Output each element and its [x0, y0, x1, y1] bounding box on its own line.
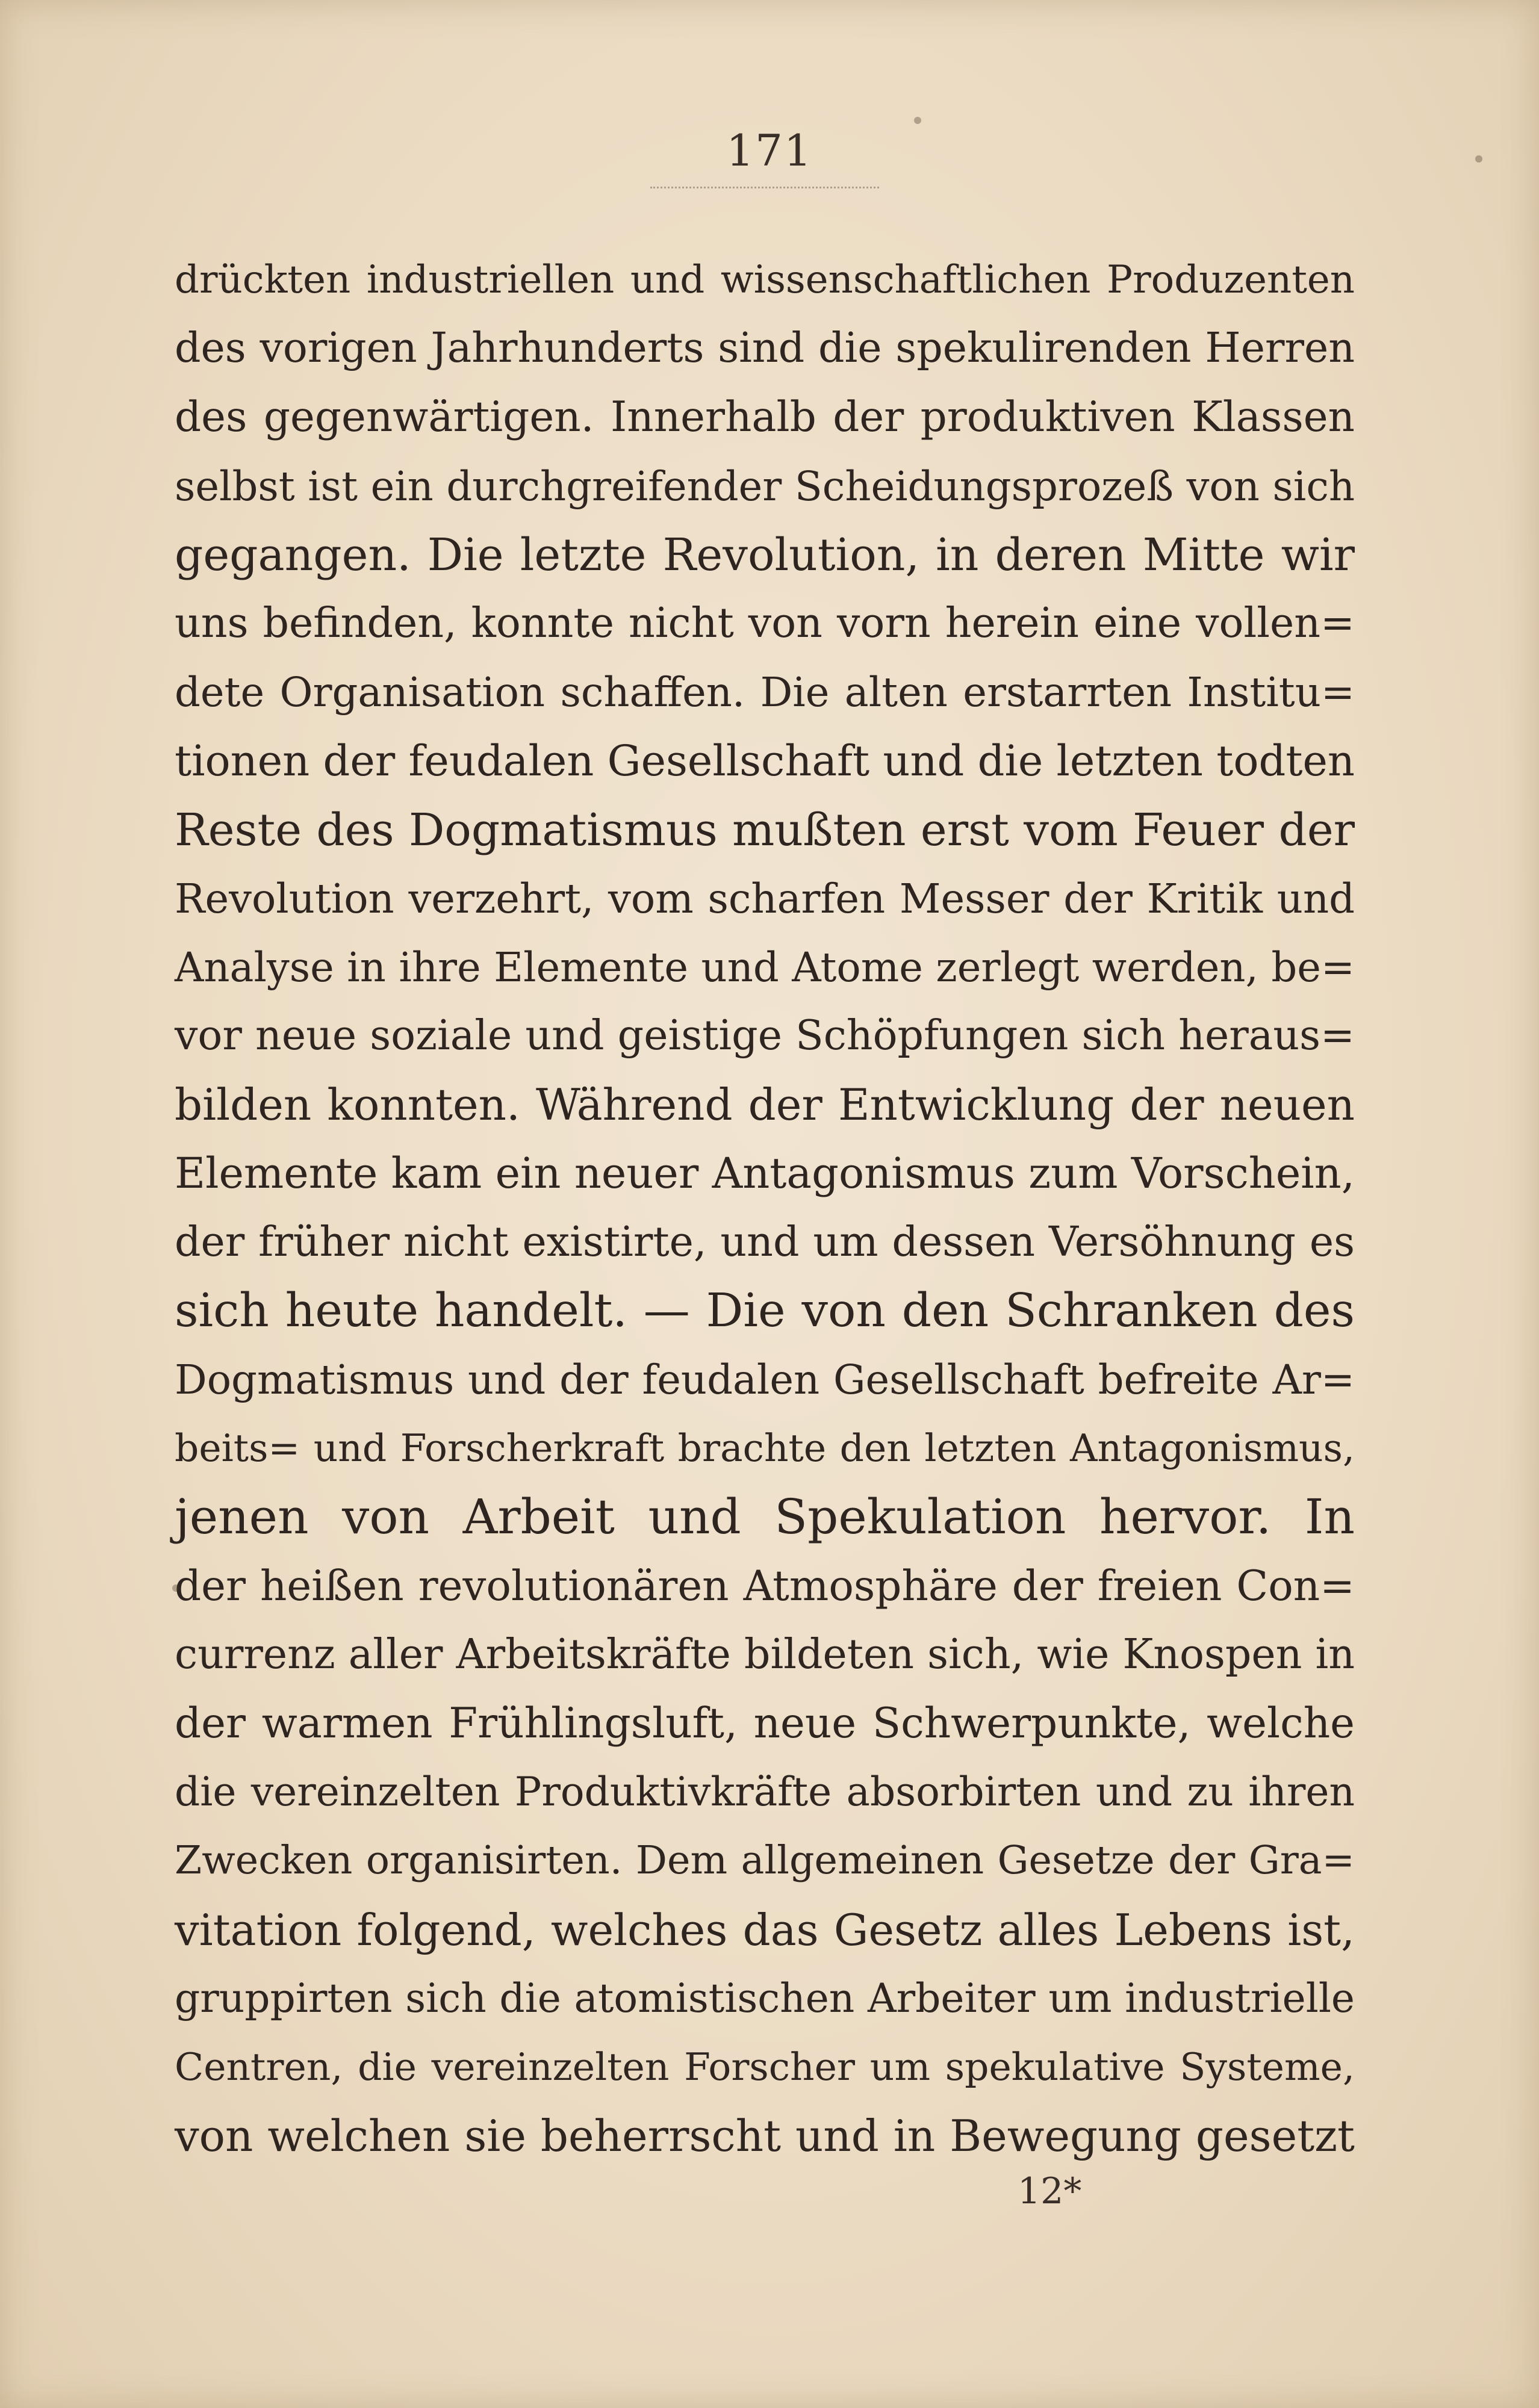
text-line: uns befinden, konnte nicht von vorn herein eine vollen=	[175, 599, 1355, 647]
text-line: Zwecken organisirten. Dem allgemeinen Gesetze der Gra=	[175, 1838, 1355, 1884]
text-line: selbst ist ein durchgreifender Scheidungsprozeß von sich	[175, 462, 1355, 510]
text-line: bilden konnten. Während der Entwicklung der neuen	[175, 1079, 1355, 1131]
text-line: jenen von Arbeit und Spekulation hervor. In	[175, 1489, 1355, 1545]
text-line: der früher nicht existirte, und um dessen Versöhnung es	[175, 1218, 1355, 1266]
page-number-rule	[650, 181, 879, 188]
text-line: gruppirten sich die atomistischen Arbeiter um industrielle	[175, 1975, 1355, 2022]
text-line: Analyse in ihre Elemente und Atome zerlegt werden, be=	[175, 943, 1355, 991]
text-line: tionen der feudalen Gesellschaft und die letzten todten	[175, 736, 1355, 786]
text-line: gegangen. Die letzte Revolution, in deren Mitte wir	[175, 529, 1355, 581]
text-line: vitation folgend, welches das Gesetz alles Lebens ist,	[175, 1904, 1355, 1955]
text-line: von welchen sie beherrscht und in Bewegung gesetzt	[175, 2111, 1355, 2162]
paper-speck	[914, 117, 921, 124]
text-line: beits= und Forscherkraft brachte den letzten Antagonismus,	[175, 1426, 1355, 1471]
text-line: die vereinzelten Produktivkräfte absorbirten und zu ihren	[175, 1769, 1355, 1816]
text-line: dete Organisation schaffen. Die alten erstarrten Institu=	[175, 669, 1355, 716]
text-line: Centren, die vereinzelten Forscher um spekulative Systeme,	[175, 2044, 1355, 2089]
text-line: des vorigen Jahrhunderts sind die spekulirenden Herren	[175, 324, 1355, 373]
signature-mark: 12*	[1018, 2170, 1082, 2212]
page-number: 171	[726, 125, 813, 176]
text-line: des gegenwärtigen. Innerhalb der produktiven Klassen	[175, 393, 1355, 442]
paper-speck	[172, 1584, 179, 1592]
body-text	[175, 246, 1355, 2170]
text-line: Elemente kam ein neuer Antagonismus zum Vorschein,	[175, 1149, 1355, 1199]
text-line: vor neue soziale und geistige Schöpfungen sich heraus=	[175, 1012, 1355, 1060]
text-line: drückten industriellen und wissenschaftlichen Produzenten	[175, 258, 1355, 302]
text-line: Dogmatismus und der feudalen Gesellschaft befreite Ar=	[175, 1356, 1355, 1403]
text-line: sich heute handelt. — Die von den Schranken des	[175, 1283, 1355, 1338]
text-line: Reste des Dogmatismus mußten erst vom Feuer der	[175, 804, 1355, 856]
text-line: der warmen Frühlingsluft, neue Schwerpunkte, welche	[175, 1699, 1355, 1748]
paper-speck	[1475, 155, 1482, 163]
text-line: Revolution verzehrt, vom scharfen Messer der Kritik und	[175, 875, 1355, 922]
text-line: der heißen revolutionären Atmosphäre der freien Con=	[175, 1562, 1355, 1610]
text-line: currenz aller Arbeitskräfte bildeten sich, wie Knospen in	[175, 1630, 1355, 1678]
